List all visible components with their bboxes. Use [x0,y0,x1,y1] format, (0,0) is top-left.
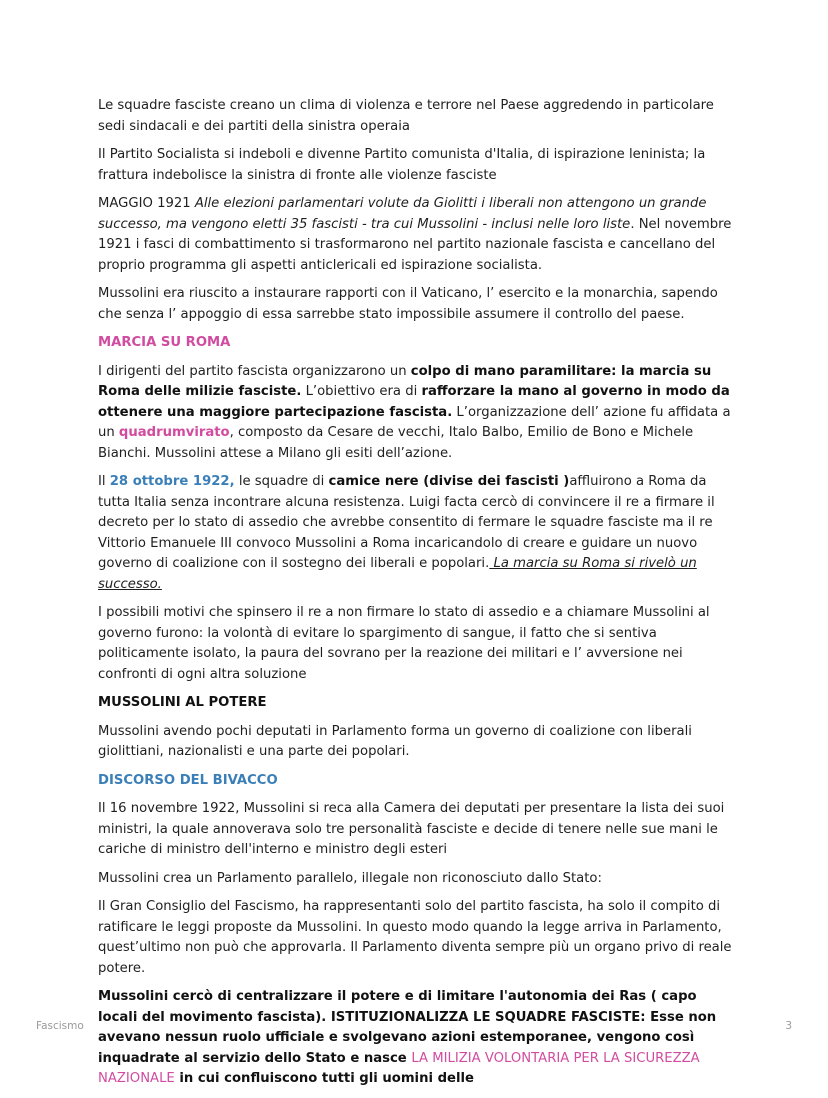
paragraph-dirigenti [98,362,738,465]
heading-marcia-su-roma: MARCIA SU ROMA [98,335,231,350]
bold-camice-nere: camice nere (divise dei fascisti ) [328,474,570,489]
paragraph-parlamento-parallelo: Mussolini crea un Parlamento parallelo, illegale non riconosciuto dallo Stato: [98,870,602,886]
bold-rafforzare: rafforzare la mano al governo in modo da ottenere una maggiore partecipazione fascista. [98,384,730,420]
heading-discorso-del-bivacco: DISCORSO DEL BIVACCO [98,772,278,788]
date-28-ottobre: 28 ottobre 1922, [109,474,235,489]
heading-mussolini-al-potere: MUSSOLINI AL POTERE [98,695,267,710]
text-span: Il [98,474,110,489]
bold-centralizzare: Mussolini cercò di centralizzare il potere e di limitare l'autonomia dei Ras ( capo locali del movimento fascista). ISTITUZIONALIZZA LE SQUADRE FASCISTE: Esse non avevano nessun ruolo ufficiale e svolgevano azioni estemporanee, vengono così inquadrate al servizio dello Stato e nasce [98,989,717,1066]
text-span: I dirigenti del partito fascista organizzarono un [98,363,411,379]
link-quadrumvirato: quadrumvirato [118,425,230,440]
paragraph-vaticano: Mussolini era riuscito a instaurare rapporti con il Vaticano, l’ esercito e la monarchia, sapendo che senza l’ appoggio di essa sarrebbe stato impossibile assumere il controllo del paese. [98,286,718,322]
paragraph-16-novembre: Il 16 novembre 1922, Mussolini si reca alla Camera dei deputati per presentare la lista dei suoi ministri, la quale annoverava solo tre personalità fasciste e decide di tenere nelle sue mani le cariche di ministro dell'interno e ministro degli esteri [98,801,725,857]
maggio-label: MAGGIO 1921 [98,196,195,211]
text-span: , composto da Cesare de vecchi, Italo Balbo, Emilio de Bono e Michele Bianchi. Mussolini attese a Milano gli esiti dell’azione. [98,425,694,461]
paragraph-gran-consiglio: Il Gran Consiglio del Fascismo, ha rappresentanti solo del partito fascista, ha solo il compito di ratificare le leggi proposte da Mussolini. In questo modo quando la legge arriva in Parlamento, quest’ultimo non può che approvarla. Il Parlamento diventa sempre più un organo privo di reale potere. [98,899,732,976]
text-span: L’organizzazione dell’ azione fu affidata a un [98,404,731,440]
paragraph-squadre: Le squadre fasciste creano un clima di violenza e terrore nel Paese aggredendo in particolare sedi sindacali e dei partiti della sinistra operaia [98,98,714,134]
novembre-text: . Nel novembre 1921 i fasci di combattimento si trasformarono nel partito nazionale fascista e cancellano del proprio programma gli aspetti anticlericali ed ispirazione socialista. [98,216,732,273]
paragraph-28-ottobre [98,472,738,595]
text-span: affluirono a Roma da tutta Italia senza incontrare alcuna resistenza. Luigi facta cercò di convincere il re a firmare il decreto per lo stato di assedio che avrebbe consentito di fermare le squadre fasciste ma il re Vittorio Emanuele III convoco Mussolini a Roma incaricandolo di creare e guidare un nuovo governo di coalizione con il sostegno dei liberali e popolari. [98,474,715,571]
italic-successo: La marcia su Roma si rivelò un successo. [98,556,697,592]
bold-colpo-di-mano: colpo di mano paramilitare: la marcia su Roma delle milizie fasciste. [98,363,712,399]
paragraph-coalizione: Mussolini avendo pochi deputati in Parlamento forma un governo di coalizione con liberali giolittiani, nazionalisti e una parte dei popolari. [98,723,692,759]
document-page [98,96,738,1098]
milizia-volontaria: LA MILIZIA VOLONTARIA PER LA SICUREZZA NAZIONALE [98,1050,700,1086]
paragraph-ras [98,987,738,1090]
bold-confluiscono: in cui confluiscono tutti gli uomini delle [174,1071,474,1086]
text-span: le squadre di [234,474,329,489]
paragraph-maggio-1921 [98,194,738,276]
footer-title: Fascismo [36,1020,84,1032]
paragraph-partito-socialista: Il Partito Socialista si indeboli e divenne Partito comunista d'Italia, di ispirazione leninista; la frattura indebolisce la sinistra di fronte alle violenze fasciste [98,147,706,183]
elezioni-italic: Alle elezioni parlamentari volute da Giolitti i liberali non attengono un grande successo, ma vengono eletti 35 fascisti - tra cui Mussolini - inclusi nelle loro liste [98,196,707,232]
page-number: 3 [785,1020,792,1032]
paragraph-motivi: I possibili motivi che spinsero il re a non firmare lo stato di assedio e a chiamare Mussolini al governo furono: la volontà di evitare lo spargimento di sangue, il fatto che si sentiva politicamente isolato, la paura del sovrano per la reazione dei militari e l’ avversione nei confronti di ogni altra soluzione [98,605,710,682]
text-span: L’obiettivo era di [301,384,422,399]
